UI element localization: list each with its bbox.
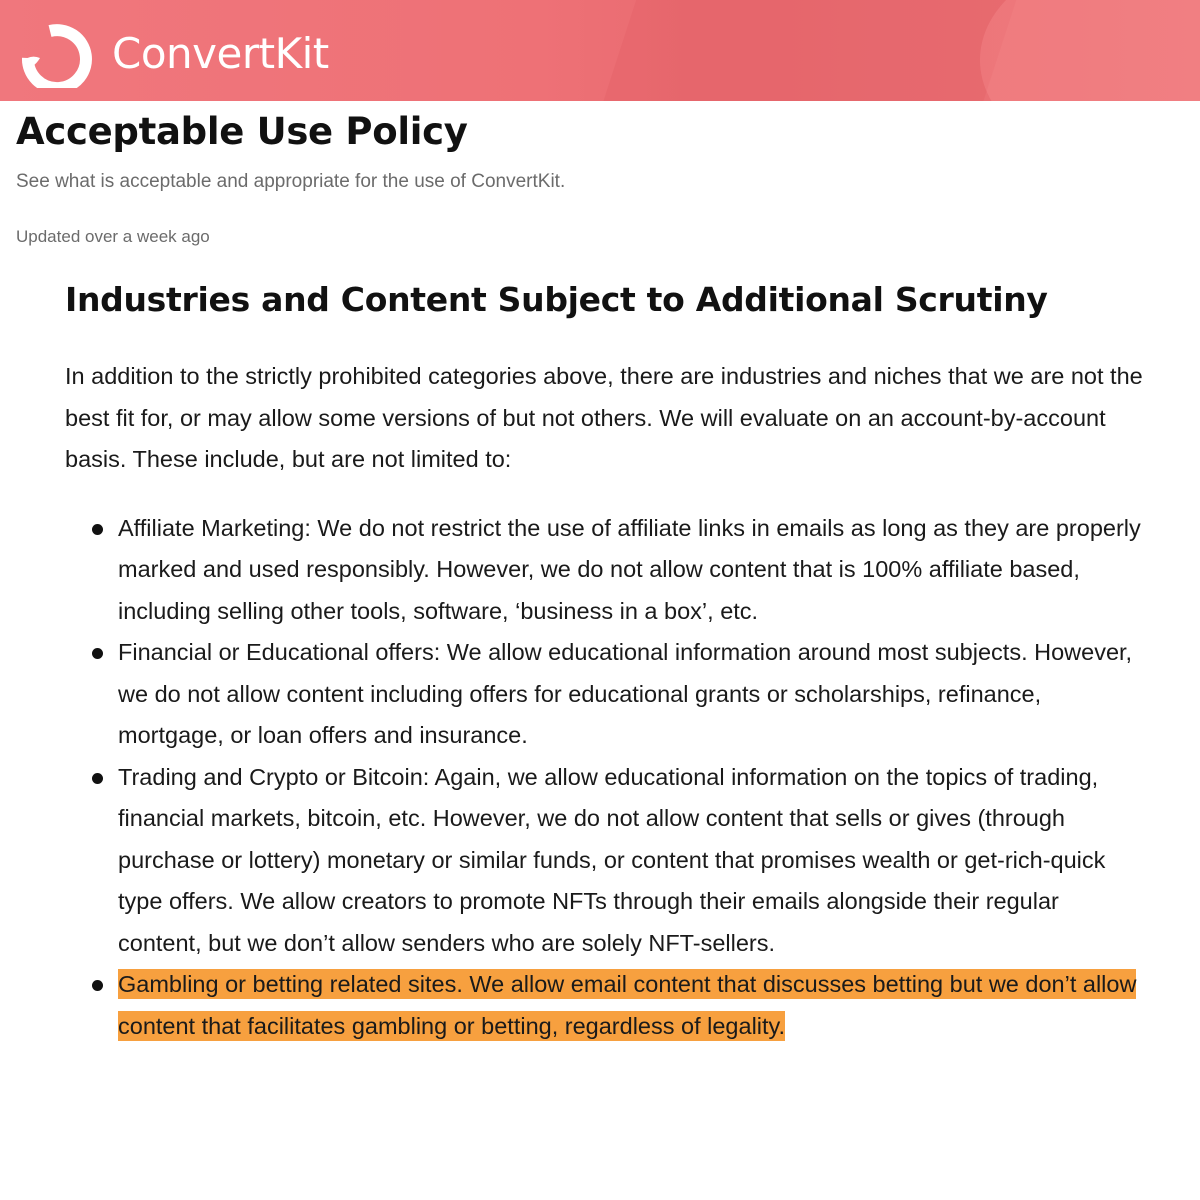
convertkit-logo-icon — [22, 24, 96, 88]
list-item-text: Financial or Educational offers: We allow educational information around most subjects. However, we do not allow content including offers for educational grants or scholarships, refinance, mortgage, or loan offers and insurance. — [118, 639, 1133, 748]
convertkit-logo[interactable] — [22, 24, 329, 88]
list-item-text: Affiliate Marketing: We do not restrict the use of affiliate links in emails as long as they are properly marked and used responsibly. However, we do not allow content that is 100% affiliate based, including selling other tools, software, ‘business in a box’, etc. — [118, 514, 1141, 624]
list-item — [65, 632, 1145, 757]
section-heading: Industries and Content Subject to Additional Scrutiny — [65, 280, 1048, 319]
bullet-icon — [92, 980, 103, 991]
list-item-highlighted — [65, 964, 1145, 1047]
bullet-icon — [92, 524, 103, 535]
section-body — [65, 356, 1145, 1047]
page-title: Acceptable Use Policy — [16, 110, 468, 153]
highlighted-text: Gambling or betting related sites. We allow email content that discusses betting but we don’t allow content that facilitates gambling or betting, regardless of legality. — [118, 971, 1137, 1039]
list-item — [65, 757, 1145, 965]
brand-header — [0, 0, 1200, 101]
header-decoration-2 — [980, 0, 1200, 101]
list-item — [65, 508, 1145, 633]
header-decoration — [584, 0, 1035, 101]
list-item-text: Trading and Crypto or Bitcoin: Again, we allow educational information on the topics of trading, financial markets, bitcoin, etc. However, we do not allow content that sells or gives (through purchase or lottery) monetary or similar funds, or content that promises wealth or get-rich-quick type offers. We allow creators to promote NFTs through their emails alongside their regular content, but we don’t allow senders who are solely NFT-sellers. — [118, 763, 1106, 956]
bullet-icon — [92, 773, 103, 784]
page-subtitle: See what is acceptable and appropriate for the use of ConvertKit. — [16, 171, 566, 192]
policy-list — [65, 508, 1145, 1048]
updated-timestamp: Updated over a week ago — [16, 227, 210, 246]
bullet-icon — [92, 648, 103, 659]
brand-name: ConvertKit — [112, 29, 329, 78]
section-intro: In addition to the strictly prohibited categories above, there are industries and niches that we are not the best fit for, or may allow some versions of but not others. We will evaluate on an account-by-account basis. These include, but are not limited to: — [65, 363, 1143, 472]
